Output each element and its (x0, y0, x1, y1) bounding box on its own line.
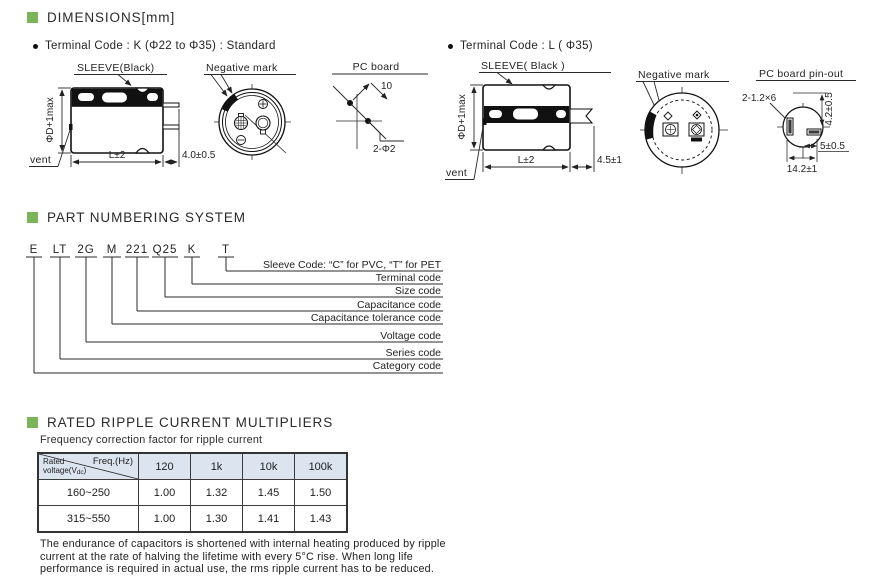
label-sleeve-code: Sleeve Code: “C” for PVC, “T” for PET (263, 259, 441, 271)
length-label: L±2 (108, 150, 126, 161)
vent-mark (69, 124, 73, 130)
negative-mark-text: Negative mark (206, 62, 278, 74)
table-row (38, 480, 347, 506)
label-category-code: Category code (372, 360, 441, 372)
hole-pitch-label: 10 (381, 81, 393, 92)
terminal-pin (163, 125, 179, 129)
pin-length-label: 4.0±0.5 (182, 150, 216, 161)
code-category: E (29, 244, 39, 256)
slot-offset-label: 5±0.5 (820, 141, 845, 152)
corner-rated-label: Rated $voltage(V_{dc})$ (43, 457, 87, 476)
plus-icon (259, 100, 268, 109)
diameter-label: ΦD+1max (457, 94, 468, 140)
factor-cell: 1.00 (139, 506, 191, 533)
corner-freq-label: Freq.(Hz) (92, 456, 133, 467)
capacitor-k-side-view (71, 88, 179, 153)
terminal-pin (163, 103, 179, 107)
ripple-subtitle: Frequency correction factor for ripple current (40, 434, 263, 446)
bullet-dot-icon (33, 44, 38, 49)
terminal-l-bullet-text: Terminal Code : L ( Φ35) (460, 40, 593, 52)
solder-terminal-fork (570, 109, 592, 123)
label-terminal-code: Terminal code (375, 272, 441, 284)
holes-label: 2-Φ2 (373, 144, 396, 155)
slot-height-label: 4.2±0.5 (824, 92, 835, 126)
factor-cell: 1.41 (243, 506, 295, 533)
slot-span-label: 14.2±1 (786, 164, 818, 175)
code-sleeve: T (221, 244, 231, 256)
ripple-table (37, 452, 348, 533)
table-corner-cell (38, 453, 139, 480)
factor-cell: 1.32 (191, 480, 243, 506)
label-tolerance-code: Capacitance tolerance code (310, 312, 441, 324)
section-marker-icon (27, 12, 38, 23)
pc-board-view-k (332, 61, 428, 155)
label-size-code: Size code (394, 285, 441, 297)
sleeve-label-text: SLEEVE(Black) (77, 62, 155, 74)
terminal-k-bullet-text: Terminal Code : K (Φ22 to Φ35) : Standard (45, 40, 276, 52)
vent-text: vent (30, 154, 52, 166)
pin-slot-vertical (787, 118, 793, 135)
terminal-k-bullet (33, 40, 276, 52)
diameter-dimension-k (45, 88, 71, 153)
part-numbering-heading (27, 210, 246, 225)
vent-text: vent (446, 167, 468, 179)
label-voltage-code: Voltage code (380, 330, 441, 342)
section-marker-icon (27, 417, 38, 428)
bullet-dot-icon (448, 44, 453, 49)
label-series-code: Series code (385, 347, 441, 359)
dimensions-heading (27, 10, 175, 25)
part-numbering-heading-text: PART NUMBERING SYSTEM (47, 210, 246, 225)
col-header-100k: 100k (295, 453, 348, 480)
factor-cell: 1.43 (295, 506, 348, 533)
terminal-l-drawing (440, 50, 879, 200)
pc-board-pinout-text: PC board pin-out (759, 68, 844, 80)
part-number-labels (263, 259, 442, 372)
sleeve-label-k (74, 62, 167, 86)
table-row (38, 506, 347, 533)
code-tolerance: M (106, 244, 118, 256)
terminal-k-drawing (0, 55, 440, 200)
section-marker-icon (27, 212, 38, 223)
dimensions-heading-text: DIMENSIONS[mm] (47, 10, 176, 25)
pin-length-label: 4.5±1 (597, 155, 622, 166)
negative-mark-view-k (204, 62, 296, 160)
code-voltage: 2G (77, 244, 95, 256)
vent-mark (483, 118, 487, 125)
code-size: Q25 (152, 244, 178, 256)
pc-board-pinout-view (742, 68, 856, 175)
terminal-slot-right (689, 123, 704, 142)
terminal-slot-left (663, 123, 678, 136)
factor-cell: 1.00 (139, 480, 191, 506)
col-header-10k: 10k (243, 453, 295, 480)
pc-board-text: PC board (352, 61, 400, 73)
col-header-120: 120 (139, 453, 191, 480)
factor-cell: 1.30 (191, 506, 243, 533)
label-capacitance-code: Capacitance code (356, 299, 441, 311)
code-series: LT (52, 244, 68, 256)
negative-mark-text: Negative mark (638, 69, 710, 81)
voltage-range-cell: 315~550 (38, 506, 139, 533)
note-line: current at the rate of halving the lifetime with every 5°C rise. When long life (40, 550, 413, 563)
negative-mark-view-l (636, 69, 729, 174)
table-header-row (38, 453, 347, 480)
capacitor-l-side-view (483, 85, 592, 150)
factor-cell: 1.45 (243, 480, 295, 506)
slot-size-label: 2-1.2×6 (742, 93, 777, 104)
ripple-heading (27, 415, 333, 430)
diameter-label: ΦD+1max (45, 97, 56, 143)
note-line: performance is required in actual use, the rms ripple current has to be reduced. (40, 563, 435, 576)
part-number-codes (30, 244, 230, 256)
ripple-heading-text: RATED RIPPLE CURRENT MULTIPLIERS (47, 415, 334, 430)
mount-hole (347, 100, 353, 106)
col-header-1k: 1k (191, 453, 243, 480)
voltage-range-cell: 160~250 (38, 480, 139, 506)
factor-cell: 1.50 (295, 480, 348, 506)
code-capacitance: 221 (125, 244, 149, 256)
sleeve-label-text: SLEEVE( Black ) (481, 60, 565, 72)
length-label: L±2 (517, 155, 535, 166)
diameter-dimension-l (457, 85, 483, 150)
endurance-note (40, 538, 472, 576)
pin-slot-horizontal (807, 129, 821, 135)
sleeve-label-l (479, 60, 611, 84)
note-line: The endurance of capacitors is shortened with internal heating produced by ripple (40, 538, 446, 550)
part-numbering-diagram (0, 238, 470, 383)
code-terminal: K (187, 244, 197, 256)
